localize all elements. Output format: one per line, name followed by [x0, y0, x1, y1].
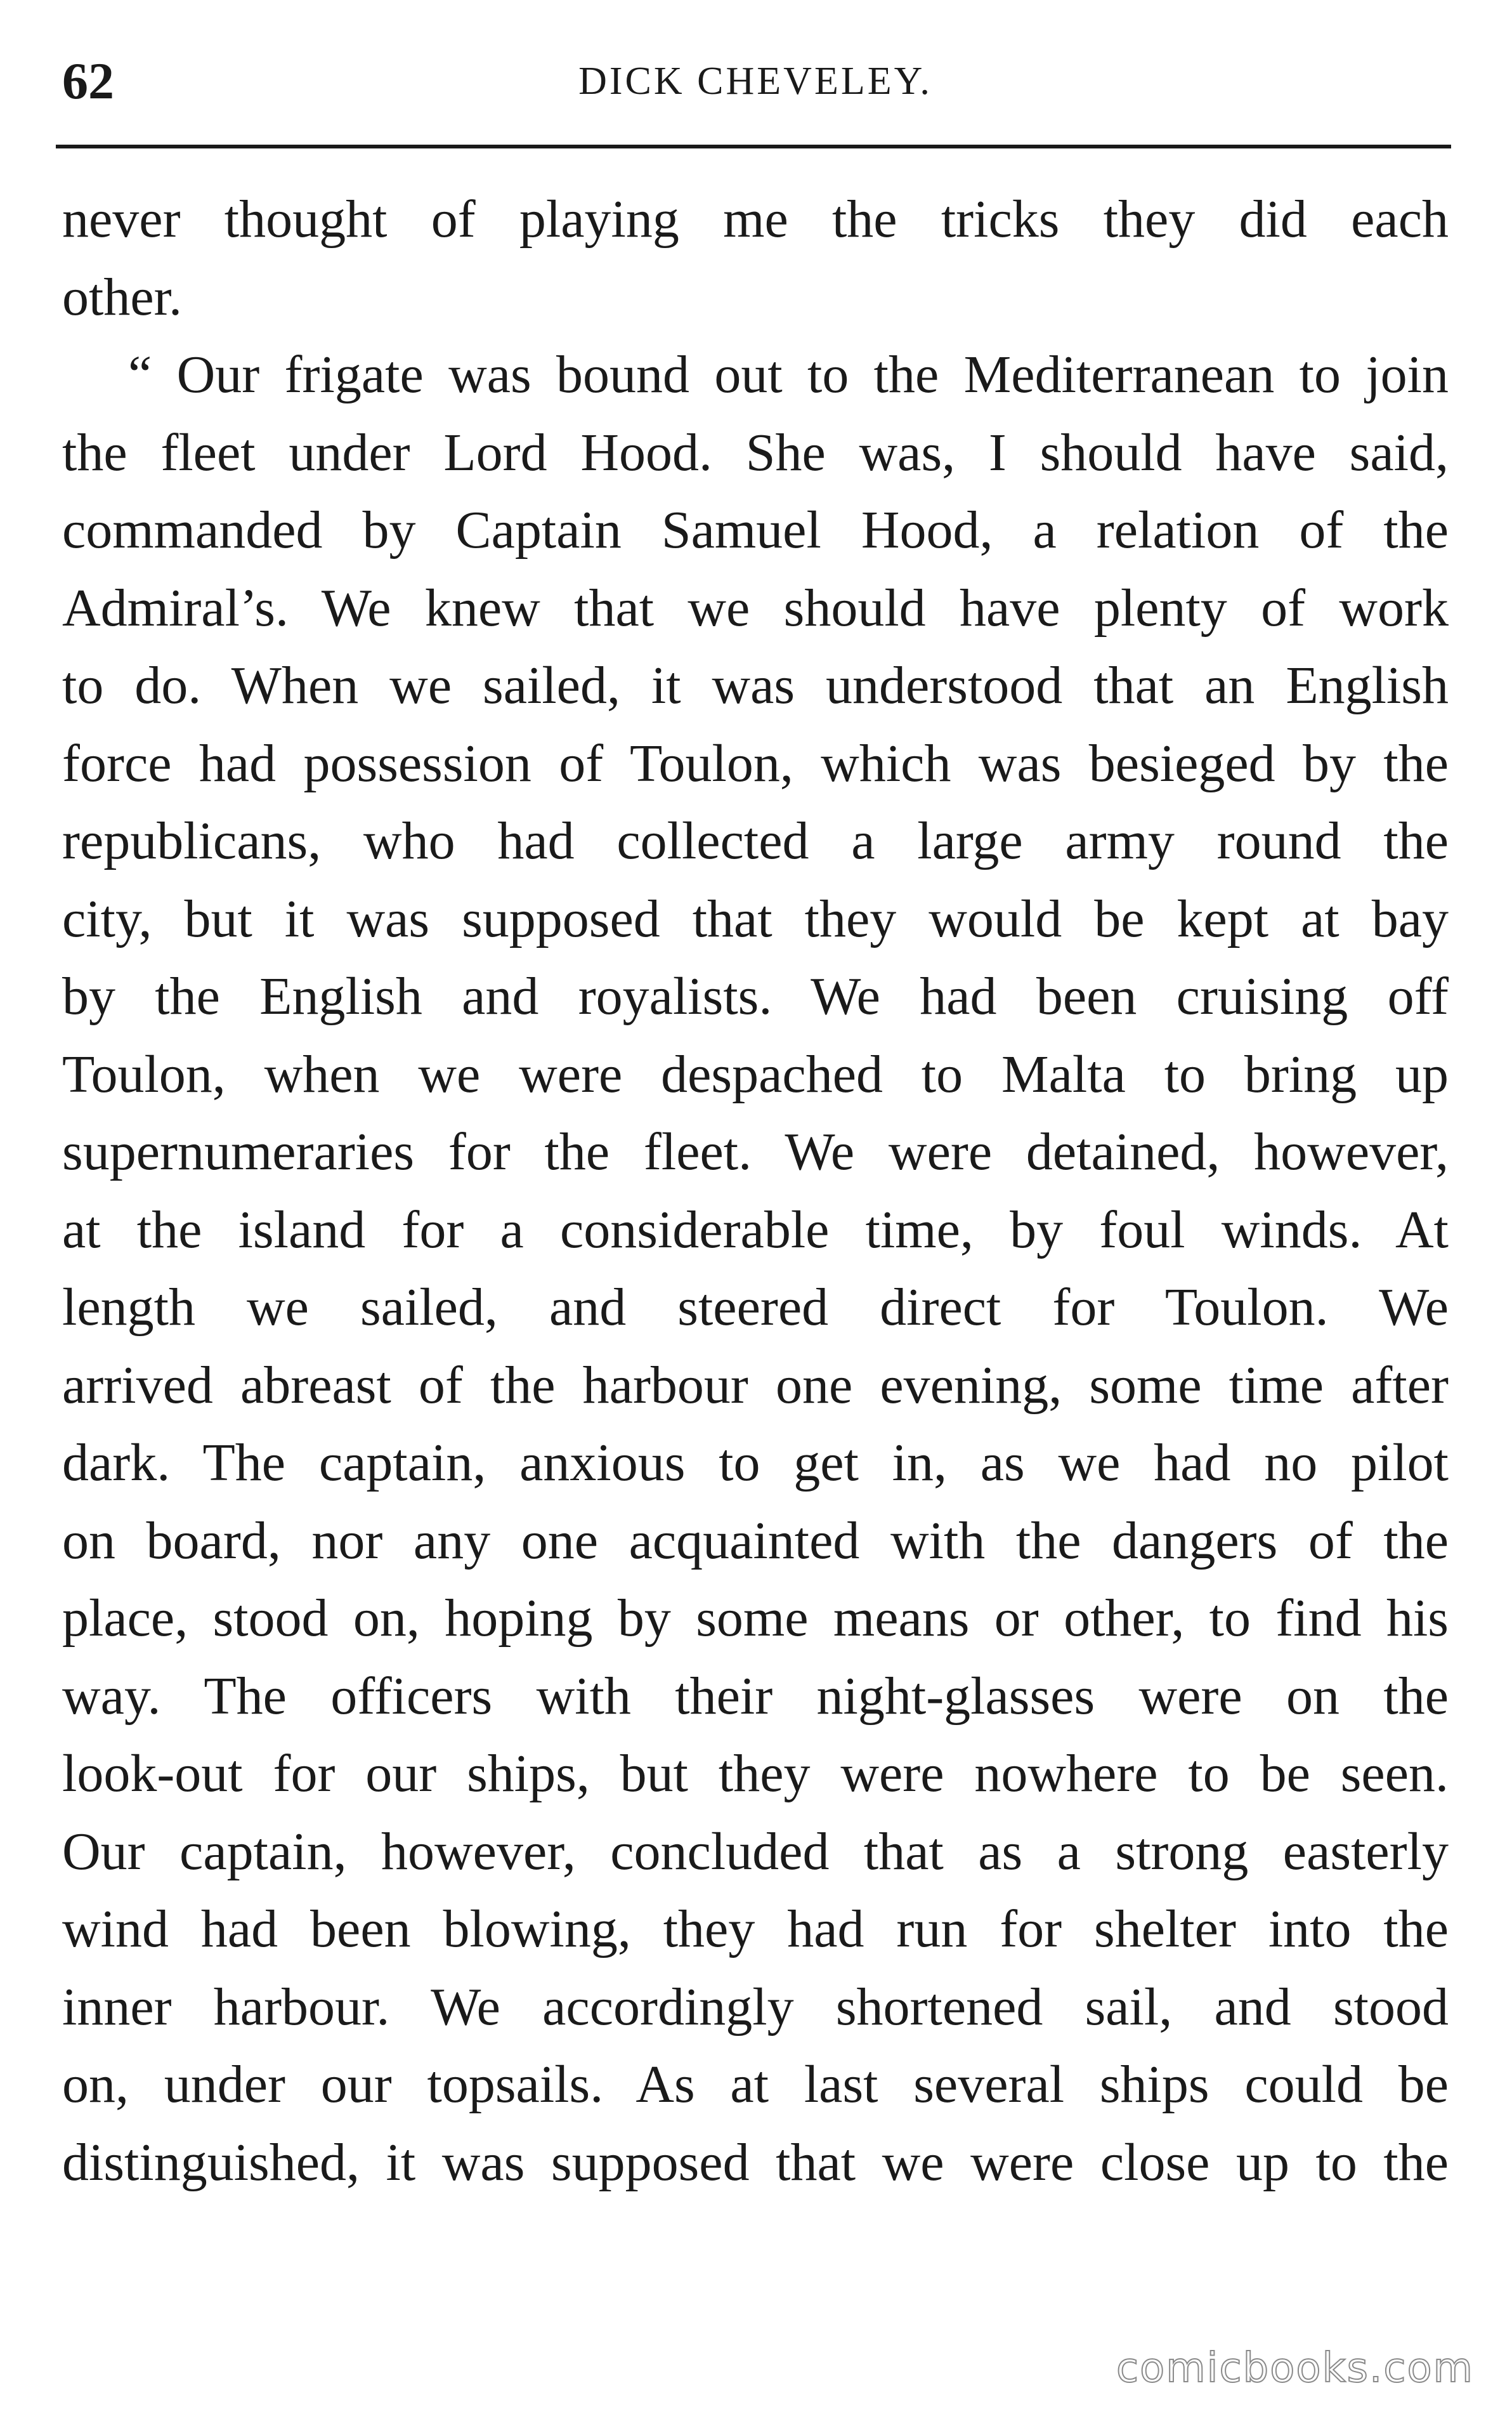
text-line: Our captain, however, concluded that as a strong easterly [62, 1821, 1449, 1881]
text-line: force had possession of Toulon, which was besieged by the [62, 733, 1449, 793]
text-line: place, stood on, hoping by some means or other, to find his [62, 1589, 1449, 1648]
text-line: supernumeraries for the fleet. We were detained, however, [62, 1122, 1449, 1181]
text-line: on board, nor any one acquainted with the dangers of the [62, 1511, 1449, 1570]
text-line: commanded by Captain Samuel Hood, a relation of the [62, 501, 1449, 560]
text-line: distinguished, it was supposed that we were close up to the [62, 2132, 1449, 2192]
text-line: Admiral’s. We knew that we should have plenty of work [62, 578, 1449, 638]
text-line: way. The officers with their night-glasses were on the [62, 1666, 1449, 1726]
text-line: to do. When we sailed, it was understood that an English [62, 656, 1449, 715]
text-line: other. [62, 267, 182, 327]
watermark-logo: comicbooks.com [1116, 2345, 1474, 2392]
text-line: look-out for our ships, but they were nowhere to be seen. [62, 1744, 1449, 1803]
text-line: the fleet under Lord Hood. She was, I should have said, [62, 423, 1449, 482]
text-line: dark. The captain, anxious to get in, as we had no pilot [62, 1433, 1449, 1492]
text-line: length we sailed, and steered direct for Toulon. We [62, 1278, 1449, 1337]
text-line: city, but it was supposed that they would be kept at bay [62, 889, 1449, 948]
text-line: never thought of playing me the tricks they did each [62, 190, 1449, 249]
running-head [62, 49, 1449, 113]
body-text [62, 181, 1449, 2201]
text-line: Toulon, when we were despached to Malta to bring up [62, 1044, 1449, 1104]
text-line: republicans, who had collected a large army round the [62, 811, 1449, 870]
text-line: inner harbour. We accordingly shortened sail, and stood [62, 1977, 1449, 2037]
text-line: on, under our topsails. As at last several ships could be [62, 2055, 1449, 2114]
text-line: “ Our frigate was bound out to the Mediterranean to join [128, 345, 1449, 404]
text-line: by the English and royalists. We had been cruising off [62, 967, 1449, 1026]
page-number: 62 [62, 52, 114, 110]
text-line: wind had been blowing, they had run for shelter into the [62, 1899, 1449, 1958]
running-title: DICK CHEVELEY. [578, 60, 932, 103]
text-line: arrived abreast of the harbour one evening, some time after [62, 1355, 1449, 1415]
header-rule [56, 145, 1451, 148]
text-line: at the island for a considerable time, by foul winds. At [62, 1200, 1449, 1259]
